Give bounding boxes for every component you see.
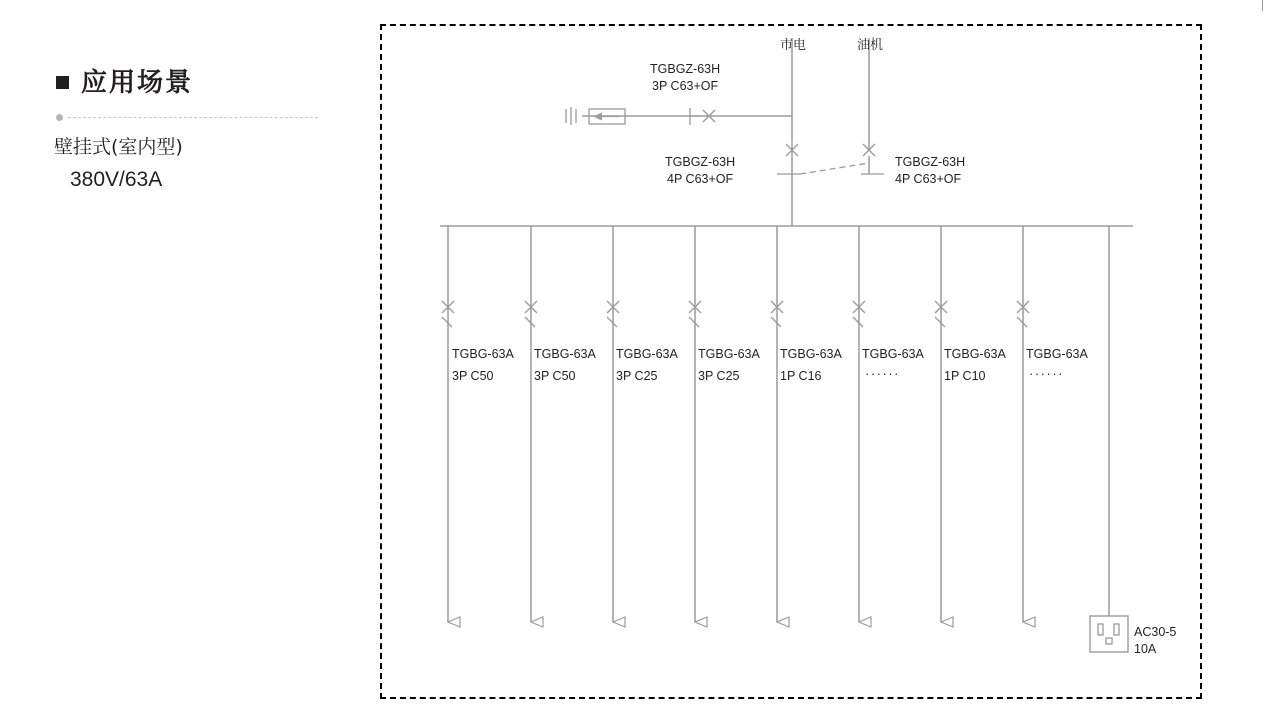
feeder-8-model: TGBG-63A [1026,347,1088,361]
mounting-type-label: 壁挂式(室内型) [54,136,183,158]
square-bullet-icon [56,76,69,89]
feeder-3-model: TGBG-63A [616,347,678,361]
rule-dashed-line [68,117,318,118]
feeder-7-model: TGBG-63A [944,347,1006,361]
feeder-4-model: TGBG-63A [698,347,760,361]
transfer-breaker-mains-spec: 4P C63+OF [667,172,734,186]
section-heading-label: 应用场景 [81,68,194,98]
rule-dot-icon [56,114,63,121]
electrical-rating-label: 380V/63A [70,168,163,191]
feeder-6-dots: ······ [865,366,900,381]
left-info-panel [0,0,360,721]
feeder-7-spec: 1P C10 [944,369,986,383]
section-heading [56,62,193,99]
feeder-3-spec: 3P C25 [616,369,658,383]
incoming-breaker-spec: 3P C63+OF [652,79,719,93]
incoming-breaker-model: TGBGZ-63H [650,62,721,76]
label-generator: 油机 [856,38,883,53]
feeder-5-spec: 1P C16 [780,369,822,383]
top-edge-tick [1262,0,1263,11]
feeder-2-spec: 3P C50 [534,369,576,383]
decorative-dashed-rule [56,112,318,122]
feeder-8-dots: ······ [1029,366,1064,381]
socket-rating: 10A [1134,642,1157,656]
label-mains: 市电 [779,38,806,53]
feeder-4-spec: 3P C25 [698,369,740,383]
transfer-breaker-gen-model: TGBGZ-63H [895,155,966,169]
feeder-5-model: TGBG-63A [780,347,842,361]
feeder-1-model: TGBG-63A [452,347,514,361]
transfer-breaker-mains-model: TGBGZ-63H [665,155,736,169]
socket-model: AC30-5 [1134,625,1177,639]
feeder-6-model: TGBG-63A [862,347,924,361]
feeder-1-spec: 3P C50 [452,369,494,383]
transfer-breaker-gen-spec: 4P C63+OF [895,172,962,186]
feeder-2-model: TGBG-63A [534,347,596,361]
